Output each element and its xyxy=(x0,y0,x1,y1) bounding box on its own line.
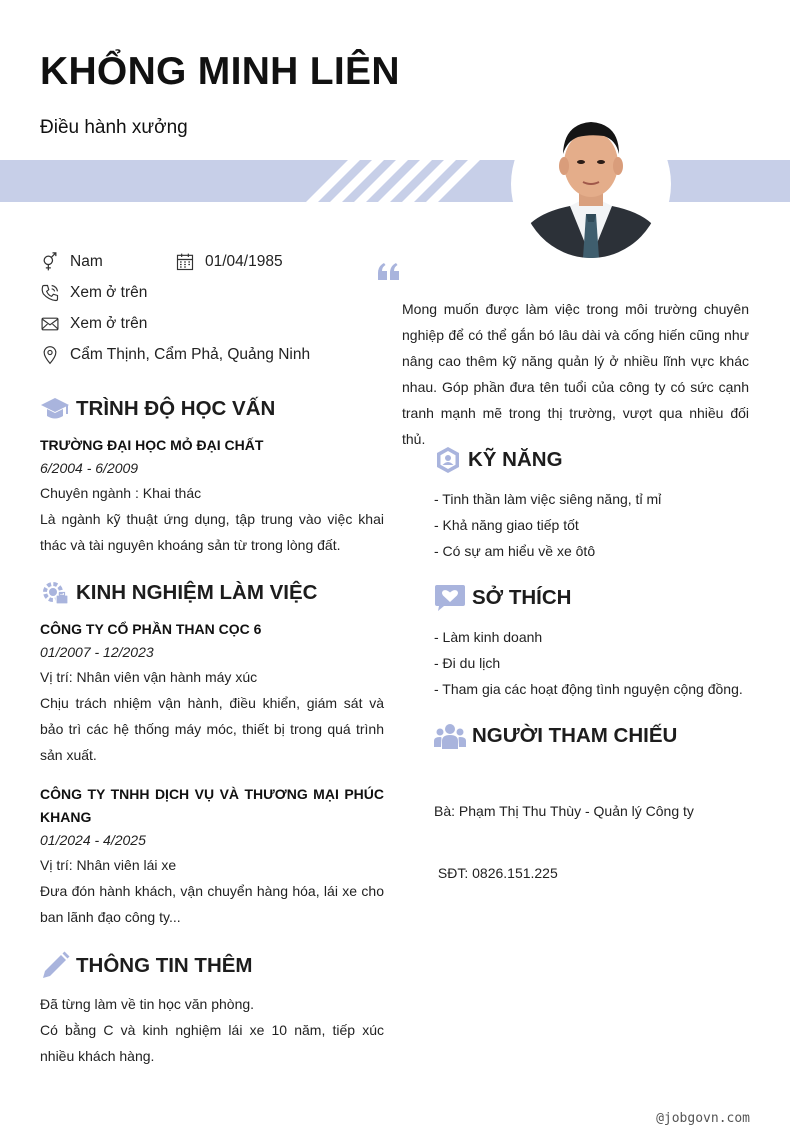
gender-value: Nam xyxy=(70,253,103,270)
birthdate-value: 01/04/1985 xyxy=(205,253,283,270)
phone-row xyxy=(40,282,147,304)
job-period: 01/2024 - 4/2025 xyxy=(40,832,146,848)
job-period: 01/2007 - 12/2023 xyxy=(40,644,154,660)
hobby-item: - Đi du lịch xyxy=(434,655,501,671)
skill-item: - Có sự am hiểu về xe ôtô xyxy=(434,543,596,559)
gender-row xyxy=(40,251,103,273)
references-section-title xyxy=(434,722,677,750)
skill-item: - Khả năng giao tiếp tốt xyxy=(434,517,579,533)
phone-icon xyxy=(40,283,60,303)
education-section-title xyxy=(40,395,275,423)
references-title-text: NGƯỜI THAM CHIẾU xyxy=(472,724,678,747)
address-row xyxy=(40,344,310,366)
company-name: CÔNG TY CỔ PHẦN THAN CỌC 6 xyxy=(40,621,262,637)
calendar-icon xyxy=(175,252,195,272)
hobby-item: - Tham gia các hoạt động tình nguyện cộng đồng. xyxy=(434,681,743,697)
hobbies-title-text: SỞ THÍCH xyxy=(472,586,572,609)
education-block xyxy=(40,434,384,558)
education-title-text: TRÌNH ĐỘ HỌC VẤN xyxy=(76,397,276,420)
experience-job-1 xyxy=(40,618,384,768)
mail-icon xyxy=(40,314,60,334)
hobbies-list xyxy=(434,624,754,702)
skills-section-title xyxy=(434,446,563,474)
reference-person: Bà: Phạm Thị Thu Thùy - Quản lý Công ty xyxy=(434,803,694,819)
experience-job-2 xyxy=(40,783,384,930)
people-group-icon xyxy=(434,722,466,750)
job-position: Vị trí: Nhân viên lái xe xyxy=(40,857,177,873)
pencil-icon xyxy=(40,951,70,981)
experience-section-title xyxy=(40,579,317,607)
skill-badge-icon xyxy=(434,446,462,474)
education-major: Chuyên ngành : Khai thác xyxy=(40,485,202,501)
skills-list xyxy=(434,486,754,564)
candidate-name: KHỔNG MINH LIÊN xyxy=(40,50,400,93)
additional-info-block xyxy=(40,991,384,1069)
additional-line: Có bằng C và kinh nghiệm lái xe 10 năm, tiếp xúc nhiều khách hàng. xyxy=(40,1022,384,1064)
stripe-decoration xyxy=(0,160,790,202)
email-row xyxy=(40,313,147,335)
additional-line: Đã từng làm về tin học văn phòng. xyxy=(40,996,255,1012)
hobby-item: - Làm kinh doanh xyxy=(434,629,543,645)
address-value: Cẩm Thịnh, Cẩm Phả, Quảng Ninh xyxy=(70,346,311,363)
birthdate-row xyxy=(175,251,283,273)
skill-item: - Tinh thần làm việc siêng năng, tỉ mỉ xyxy=(434,491,662,507)
gear-briefcase-icon xyxy=(40,579,70,607)
skills-title-text: KỸ NĂNG xyxy=(468,448,563,471)
additional-title-text: THÔNG TIN THÊM xyxy=(76,954,253,977)
gender-icon xyxy=(40,252,60,272)
watermark: @jobgovn.com xyxy=(656,1111,750,1126)
job-position: Vị trí: Nhân viên vận hành máy xúc xyxy=(40,669,258,685)
heart-chat-icon xyxy=(434,584,466,612)
experience-title-text: KINH NGHIỆM LÀM VIỆC xyxy=(76,581,318,604)
job-title: Điều hành xưởng xyxy=(40,117,188,138)
phone-value: Xem ở trên xyxy=(70,284,148,301)
email-value: Xem ở trên xyxy=(70,315,148,332)
job-description: Đưa đón hành khách, vận chuyển hàng hóa, lái xe cho ban lãnh đạo công ty... xyxy=(40,883,384,925)
school-name: TRƯỜNG ĐẠI HỌC MỎ ĐẠI CHẤT xyxy=(40,437,264,453)
hobbies-section-title xyxy=(434,584,572,612)
graduation-cap-icon xyxy=(40,395,70,423)
company-name: CÔNG TY TNHH DỊCH VỤ VÀ THƯƠNG MẠI PHÚC KHANG xyxy=(40,786,384,825)
education-description: Là ngành kỹ thuật ứng dụng, tập trung vào việc khai thác và tài nguyên khoáng sản từ trong lòng đất. xyxy=(40,511,384,553)
references-block xyxy=(434,762,754,904)
quote-icon xyxy=(376,262,402,287)
job-description: Chịu trách nhiệm vận hành, điều khiển, giám sát và bảo trì các hệ thống máy móc, thiết bị trong quá trình sản xuất. xyxy=(40,695,384,763)
location-pin-icon xyxy=(40,345,60,365)
additional-section-title xyxy=(40,951,253,981)
career-objective: Mong muốn được làm việc trong môi trường chuyên nghiệp để có thể gắn bó lâu dài và cống hiến cũng như nâng cao thêm kỹ năng quản lý ở nhiều lĩnh vực khác nhau. Góp phần đưa tên tuổi của công ty có sức cạnh tranh mạnh mẽ trong thị trường, vượt qua nhiều đối thủ. xyxy=(402,301,749,447)
profile-photo xyxy=(520,110,662,258)
education-period: 6/2004 - 6/2009 xyxy=(40,460,139,476)
header-band xyxy=(0,160,790,202)
reference-phone: SĐT: 0826.151.225 xyxy=(434,865,558,881)
